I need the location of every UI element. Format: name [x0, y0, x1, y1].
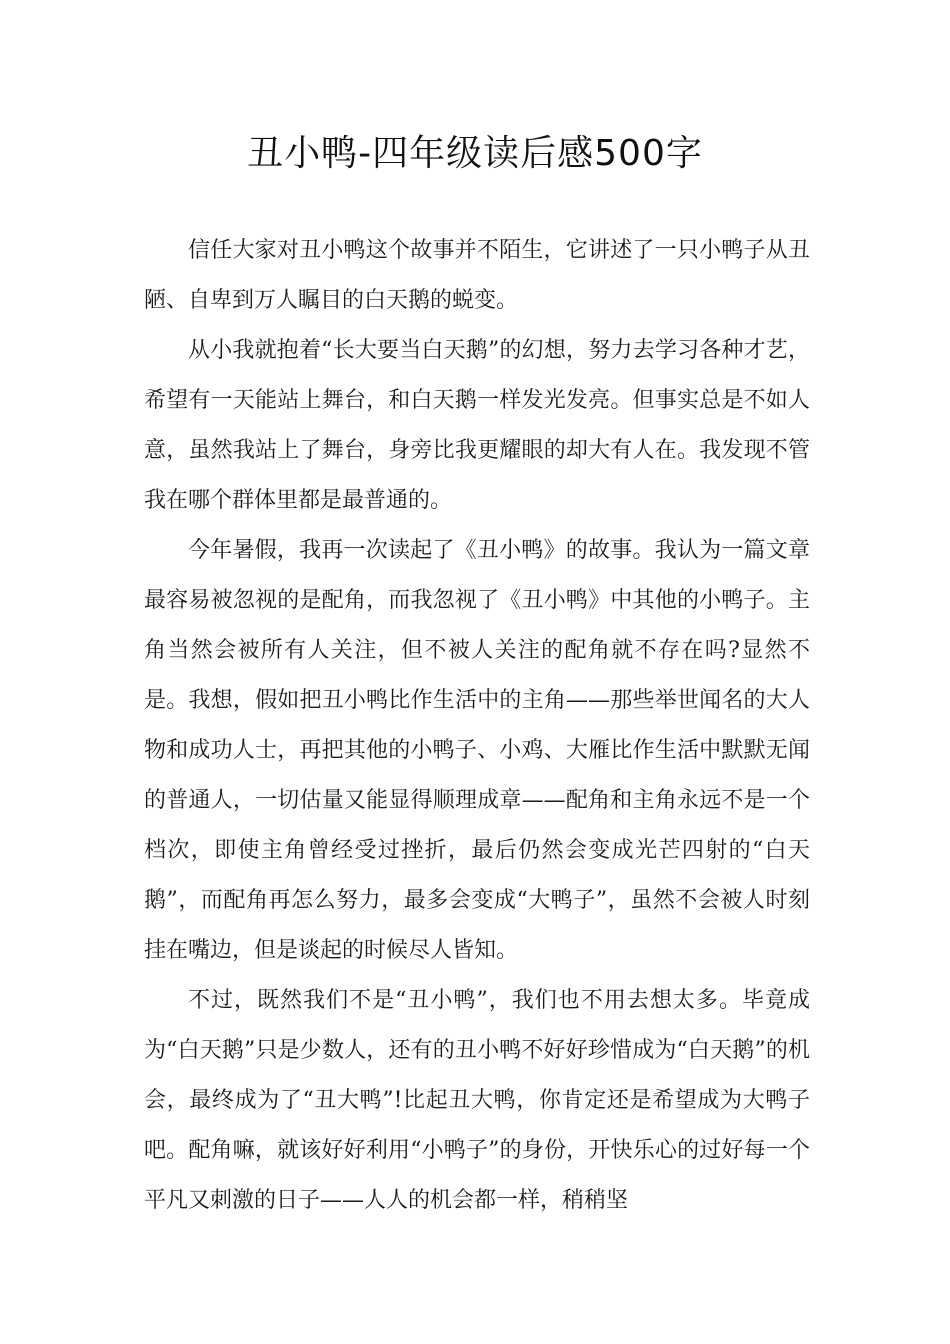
document-body — [144, 226, 810, 1226]
paragraph-1: 信任大家对丑小鸭这个故事并不陌生，它讲述了一只小鸭子从丑陋、自卑到万人瞩目的白天鹅的蜕变。 — [144, 238, 810, 313]
document-title: 丑小鸭-四年级读后感500字 — [247, 133, 703, 174]
paragraph-4: 不过，既然我们不是“丑小鸭”，我们也不用去想太多。毕竟成为“白天鹅”只是少数人，还有的丑小鸭不好好珍惜成为“白天鹅”的机会，最终成为了“丑大鸭”!比起丑大鸭，你肯定还是希望成为大鸭子吧。配角嘛，就该好好利用“小鸭子”的身份，开快乐心的过好每一个平凡又刺激的日子——人人的机会都一样，稍稍坚 — [144, 988, 810, 1213]
paragraph-2: 从小我就抱着“长大要当白天鹅”的幻想，努力去学习各种才艺，希望有一天能站上舞台，和白天鹅一样发光发亮。但事实总是不如人意，虽然我站上了舞台，身旁比我更耀眼的却大有人在。我发现不管我在哪个群体里都是最普通的。 — [144, 338, 810, 513]
paragraph-3: 今年暑假，我再一次读起了《丑小鸭》的故事。我认为一篇文章最容易被忽视的是配角，而我忽视了《丑小鸭》中其他的小鸭子。主角当然会被所有人关注，但不被人关注的配角就不存在吗?显然不是。我想，假如把丑小鸭比作生活中的主角——那些举世闻名的大人物和成功人士，再把其他的小鸭子、小鸡、大雁比作生活中默默无闻的普通人，一切估量又能显得顺理成章——配角和主角永远不是一个档次，即使主角曾经受过挫折，最后仍然会变成光芒四射的“白天鹅”，而配角再怎么努力，最多会变成“大鸭子”，虽然不会被人时刻挂在嘴边，但是谈起的时候尽人皆知。 — [144, 538, 810, 963]
